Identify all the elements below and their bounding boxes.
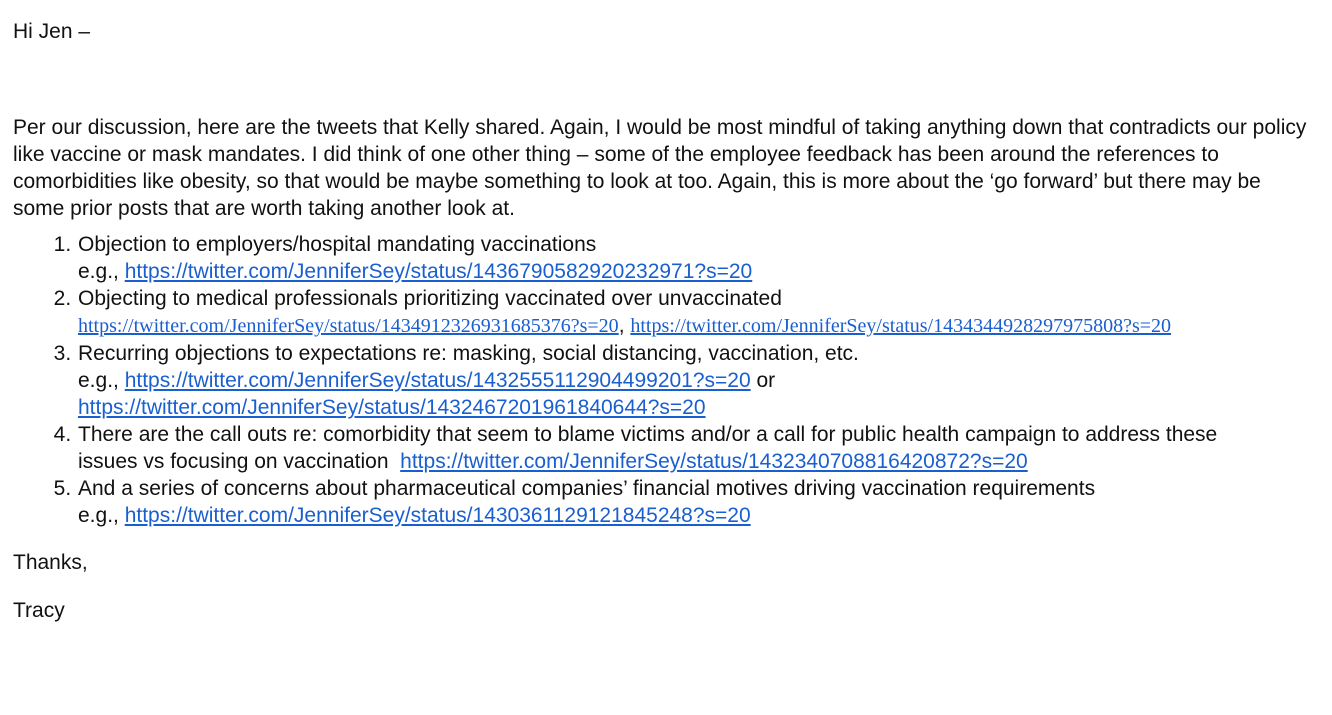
list-item-text: Objecting to medical professionals prioritizing vaccinated over unvaccinated <box>78 287 782 310</box>
list-item-text: Recurring objections to expectations re: masking, social distancing, vaccination, etc. <box>78 342 859 365</box>
email-body <box>13 18 1313 624</box>
list-item-text: And a series of concerns about pharmaceutical companies’ financial motives driving vaccination requirements <box>78 477 1096 500</box>
closing: Thanks, <box>13 551 88 574</box>
list-item-text: There are the call outs re: comorbidity that seem to blame victims and/or a call for public health campaign to address these issues vs focusing on vaccination <box>78 423 1218 473</box>
tweet-link[interactable]: https://twitter.com/JenniferSey/status/1432467201961840644?s=20 <box>78 396 706 419</box>
list-item-prefix: e.g., <box>78 369 125 392</box>
intro-paragraph: Per our discussion, here are the tweets that Kelly shared. Again, I would be most mindful of taking anything down that contradicts our policy like vaccine or mask mandates. I did think of one other thing – some of the employee feedback has been around the references to comorbidities like obesity, so that would be maybe something to look at too. Again, this is more about the ‘go forward’ but there may be some prior posts that are worth taking another look at. <box>13 116 1307 220</box>
list-item <box>77 285 1277 340</box>
tweet-link[interactable]: https://twitter.com/JenniferSey/status/1430361129121845248?s=20 <box>124 504 751 527</box>
list-item <box>77 231 1277 285</box>
link-separator: , <box>618 314 631 337</box>
list-item <box>77 475 1277 529</box>
list-item-text: Objection to employers/hospital mandating vaccinations <box>78 233 597 256</box>
tweet-link[interactable]: https://twitter.com/JenniferSey/status/1432555112904499201?s=20 <box>124 369 751 392</box>
tweet-link[interactable]: https://twitter.com/JenniferSey/status/1434344928297975808?s=20 <box>630 315 1172 337</box>
tweet-link[interactable]: https://twitter.com/JenniferSey/status/1434912326931685376?s=20 <box>78 315 619 337</box>
greeting: Hi Jen – <box>13 20 91 43</box>
list-item <box>77 340 1277 421</box>
tweet-link[interactable]: https://twitter.com/JenniferSey/status/1432340708816420872?s=20 <box>400 450 1028 473</box>
link-separator: or <box>750 369 776 392</box>
list-item-prefix: e.g., <box>78 260 125 283</box>
tweet-link[interactable]: https://twitter.com/JenniferSey/status/1436790582920232971?s=20 <box>124 260 753 283</box>
signature: Tracy <box>13 599 65 622</box>
tweet-list <box>13 231 1277 529</box>
list-item <box>77 421 1277 475</box>
list-item-prefix: e.g., <box>78 504 125 527</box>
